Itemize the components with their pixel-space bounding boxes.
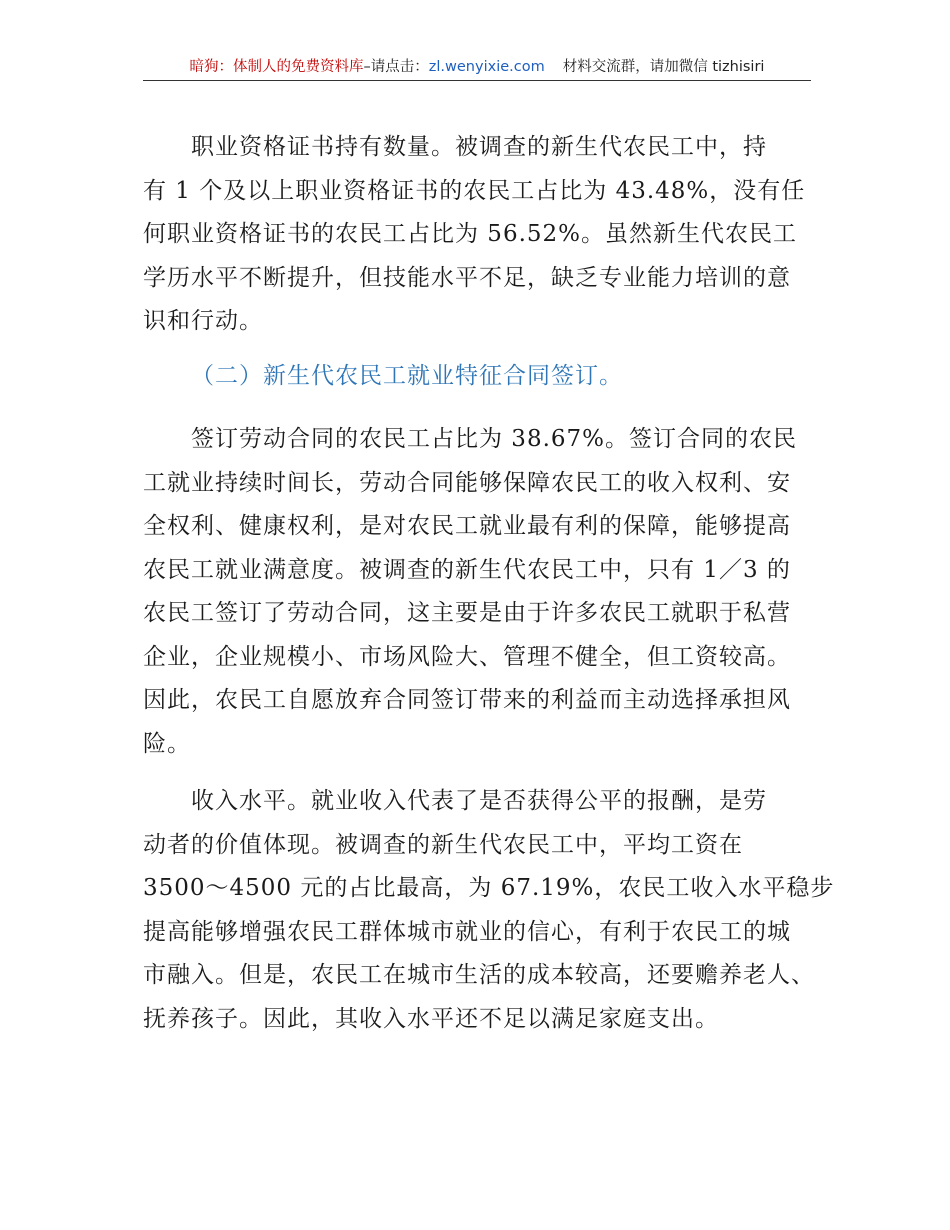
paragraph-line: 识和行动。 <box>143 308 263 334</box>
paragraph-line: 农民工就业满意度。被调查的新生代农民工中，只有 1／3 的 <box>143 556 791 583</box>
paragraph-line: 有 1 个及以上职业资格证书的农民工占比为 43.48%，没有任 <box>143 177 806 204</box>
paragraph-line: 工就业持续时间长，劳动合同能够保障农民工的收入权利、安 <box>143 469 791 496</box>
paragraph-certificates <box>143 126 815 344</box>
paragraph-line: 3500～4500 元的占比最高，为 67.19%，农民工收入水平稳步 <box>143 875 835 901</box>
paragraph-line: 市融入。但是，农民工在城市生活的成本较高，还要赡养老人、 <box>143 962 815 988</box>
paragraph-line: 收入水平。就业收入代表了是否获得公平的报酬，是劳 <box>191 788 767 814</box>
header-group-text: 材料交流群，请加微信 tizhisiri <box>562 59 765 75</box>
paragraph-line: 何职业资格证书的农民工占比为 56.52%。虽然新生代农民工 <box>143 221 798 247</box>
paragraph-line: 提高能够增强农民工群体城市就业的信心，有利于农民工的城 <box>143 918 791 945</box>
page-header <box>143 56 811 81</box>
header-url-link[interactable]: zl.wenyixie.com <box>428 59 545 75</box>
paragraph-line: 全权利、健康权利，是对农民工就业最有利的保障，能够提高 <box>143 513 791 539</box>
paragraph-line: 险。 <box>143 730 191 757</box>
paragraph-line: 因此，农民工自愿放弃合同签订带来的利益而主动选择承担风 <box>143 687 791 713</box>
paragraph-line: 职业资格证书持有数量。被调查的新生代农民工中，持 <box>191 134 767 160</box>
paragraph-line: 企业，企业规模小、市场风险大、管理不健全，但工资较高。 <box>143 643 791 670</box>
paragraph-line: 动者的价值体现。被调查的新生代农民工中，平均工资在 <box>143 831 743 858</box>
paragraph-line: 农民工签订了劳动合同，这主要是由于许多农民工就职于私营 <box>143 600 791 626</box>
header-site-name: 暗狗：体制人的免费资料库 <box>189 59 364 75</box>
header-click-prompt: –请点击： <box>363 59 429 75</box>
section-heading: （二）新生代农民工就业特征合同签订。 <box>191 363 623 389</box>
paragraph-contracts <box>143 418 815 766</box>
paragraph-line: 签订劳动合同的农民工占比为 38.67%。签订合同的农民 <box>191 426 798 452</box>
paragraph-line: 抚养孩子。因此，其收入水平还不足以满足家庭支出。 <box>143 1005 719 1032</box>
paragraph-line: 学历水平不断提升，但技能水平不足，缺乏专业能力培训的意 <box>143 264 791 291</box>
paragraph-income <box>143 780 835 1041</box>
